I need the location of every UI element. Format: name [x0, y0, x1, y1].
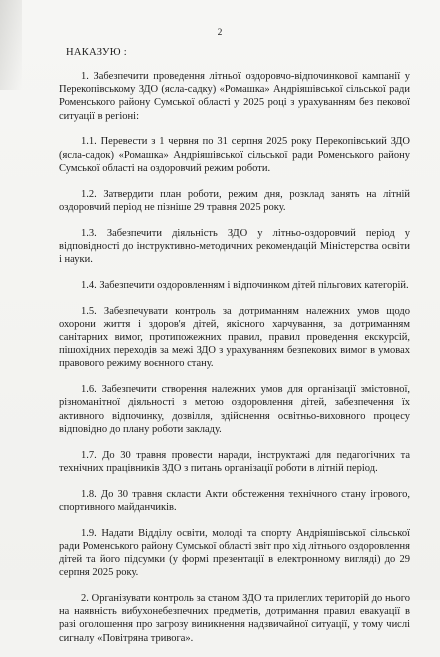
paragraph-1-4: 1.4. Забезпечити оздоровленням і відпочинком дітей пільгових категорій. — [81, 279, 409, 291]
paragraph-1-2: 1.2. Затвердити план роботи, режим дня, розклад занять на літній оздоровчий період не пізніше 29 травня 2025 року. — [59, 188, 410, 213]
paragraph-1: 1. Забезпечити проведення літньої оздоровчо-відпочинкової кампанії у Перекопівському ЗДО (ясла-садку) «Ромашка» Андріяшівської сільської ради Роменського району Сумської області у 2025 році з урахуванням без пекової ситуації в регіоні: — [59, 71, 410, 122]
paragraph-1-3: 1.3. Забезпечити діяльність ЗДО у літньо-оздоровчий період у відповідності до інструктивно-методичних рекомендацій Міністерства освіти і науки. — [59, 227, 410, 266]
document-body — [59, 70, 410, 657]
paragraph-1-5: 1.5. Забезпечувати контроль за дотриманням належних умов щодо охорони життя і здоров'я дітей, якісного харчування, за дотриманням санітарних вимог, протипожежних правил, правил проведення екскурсій, пішохідних переходів за межі ЗДО з урахуванням безпекових вимог в умовах правового режиму воєнного стану. — [59, 305, 410, 370]
order-heading: НАКАЗУЮ : — [66, 47, 127, 58]
paragraph-1-8: 1.8. До 30 травня скласти Акти обстеження технічного стану ігрового, спортивного майданчиків. — [59, 488, 410, 513]
paragraph-2: 2. Організувати контроль за станом ЗДО та прилеглих територій до нього на наявність вибухонебезпечних предметів, дотримання правил евакуації в разі оголошення про загрозу виникнення надзвичайної ситуації, у тому числі сигналу «Повітряна тривога». — [59, 593, 410, 644]
page-number: 2 — [217, 28, 223, 38]
paragraph-1-9: 1.9. Надати Відділу освіти, молоді та спорту Андріяшівської сільської ради Роменського району Сумської області звіт про хід літнього оздоровлення дітей та його підсумки (у формі презентації в електронному вигляді) до 29 серпня 2025 року. — [59, 527, 410, 579]
paragraph-1-1: 1.1. Перевести з 1 червня по 31 серпня 2025 року Перекопівський ЗДО (ясла-садок) «Ромашка» Андріяшівської сільської ради Роменського району Сумської області на оздоровчий режим роботи. — [59, 136, 410, 174]
page-fold-shadow — [0, 0, 22, 90]
paragraph-1-7: 1.7. До 30 травня провести наради, інструктажі для педагогічних та технічних працівників ЗДО з питань організації роботи в літній період. — [59, 449, 410, 474]
paragraph-1-6: 1.6. Забезпечити створення належних умов для організації змістовної, різноманітної діяльності з метою оздоровлення дітей, забезпечення їх активного відпочинку, дозвілля, здійснення освітньо-виховного процесу відповідно до плану роботи закладу. — [59, 384, 410, 435]
